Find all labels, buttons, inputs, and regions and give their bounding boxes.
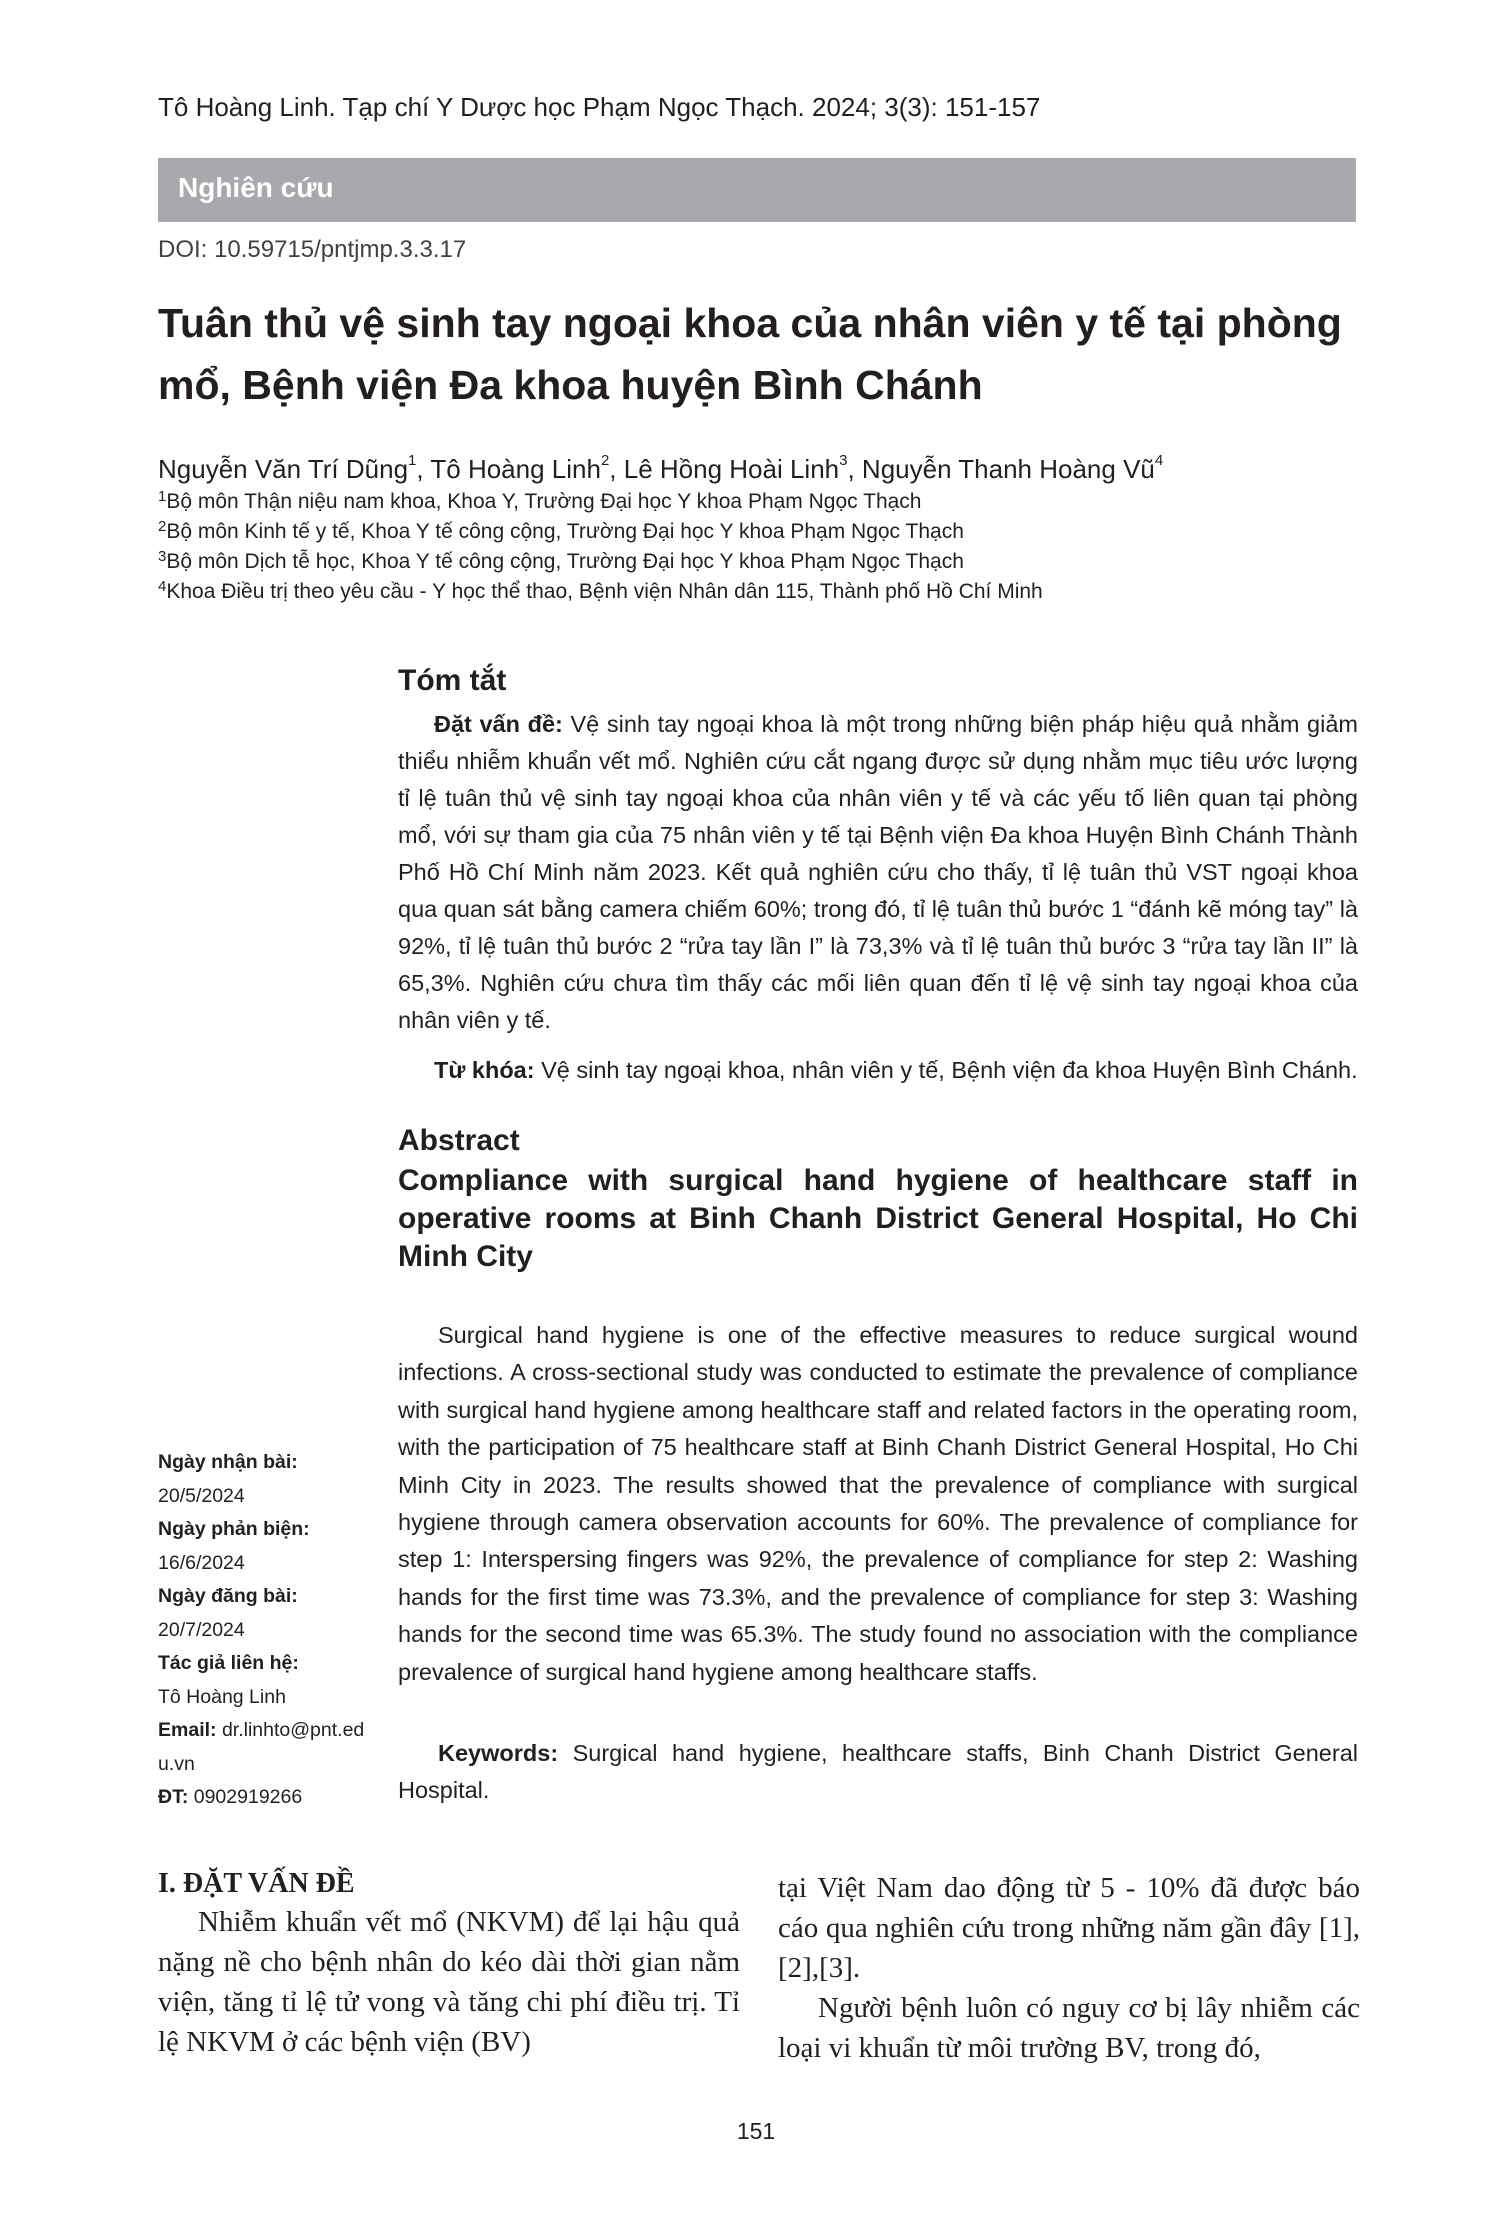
affiliation-text: Bộ môn Kinh tế y tế, Khoa Y tế công cộng, Trường Đại học Y khoa Phạm Ngọc Thạch	[166, 520, 964, 543]
page-number: 151	[736, 2118, 776, 2144]
affiliation-sup: 3	[158, 548, 167, 565]
affiliation-sup: 4	[158, 578, 167, 595]
summary-lead-label: Đặt vấn đề:	[434, 711, 563, 737]
abstract-keywords	[398, 1735, 1358, 1809]
phone-label: ĐT:	[158, 1786, 189, 1808]
affiliation-sup: 2	[158, 518, 167, 535]
author-name: Nguyễn Thanh Hoàng Vũ	[861, 454, 1155, 484]
published-date: 20/7/2024	[158, 1618, 245, 1641]
section-bar	[158, 158, 1356, 222]
author-name: Nguyễn Văn Trí Dũng	[158, 454, 409, 484]
author-sup: 4	[1154, 452, 1164, 469]
affiliation	[158, 520, 964, 544]
affiliation	[158, 580, 1043, 604]
summary-heading: Tóm tắt	[398, 664, 507, 697]
affiliation-text: Bộ môn Thận niệu nam khoa, Khoa Y, Trường Đại học Y khoa Phạm Ngọc Thạch	[166, 490, 922, 513]
abstract-heading: Abstract	[398, 1124, 520, 1157]
affiliation-text: Khoa Điều trị theo yêu cầu - Y học thể thao, Bệnh viện Nhân dân 115, Thành phố Hồ Chí Minh	[166, 580, 1043, 603]
body-paragraph: tại Việt Nam dao động từ 5 - 10% đã được báo cáo qua nghiên cứu trong những năm gần đây [1],[2],[3].	[778, 1872, 1360, 1984]
body-paragraph: Người bệnh luôn có nguy cơ bị lây nhiễm các loại vi khuẩn từ môi trường BV, trong đó,	[778, 1992, 1360, 2064]
abstract-paragraph: Surgical hand hygiene is one of the effective measures to reduce surgical wound infections. A cross-sectional study was conducted to estimate the prevalence of compliance with surgical hand hygiene among healthcare staff and related factors in the operating room, with the participation of 75 healthcare staff at Binh Chanh District General Hospital, Ho Chi Minh City in 2023. The results showed that the prevalence of compliance with surgical hygiene through camera observation accounts for 60%. The prevalence of compliance for step 1: Interspersing fingers was 92%, the prevalence of compliance for step 2: Washing hands for the first time was 73.3%, and the prevalence of compliance for step 3: Washing hands for the second time was 65.3%. The study found no association with the compliance prevalence of surgical hand hygiene among healthcare staffs.	[398, 1322, 1358, 1685]
keywords-text: Vệ sinh tay ngoại khoa, nhân viên y tế, Bệnh viện đa khoa Huyện Bình Chánh.	[534, 1057, 1358, 1083]
article-title: Tuân thủ vệ sinh tay ngoại khoa của nhân viên y tế tại phòng mổ, Bệnh viện Đa khoa huyện Bình Chánh	[158, 300, 1342, 408]
reviewed-label: Ngày phản biện:	[158, 1518, 310, 1540]
affiliation-text: Bộ môn Dịch tễ học, Khoa Y tế công cộng, Trường Đại học Y khoa Phạm Ngọc Thạch	[166, 550, 964, 573]
phone-value: 0902919266	[188, 1786, 303, 1808]
received-date: 20/5/2024	[158, 1484, 245, 1507]
doi: DOI: 10.59715/pntjmp.3.3.17	[158, 236, 467, 263]
article-info	[158, 1446, 378, 1815]
author-list: Nguyễn Văn Trí Dũng$^1$, Tô Hoàng Linh$^2$, Lê Hồng Hoài Linh$^3$, Nguyễn Thanh Hoàng $Vũ^4$	[158, 452, 1164, 484]
keywords-label: Từ khóa:	[434, 1057, 535, 1083]
author-sup: 2	[600, 452, 610, 469]
abstract-title: Compliance with surgical hand hygiene of healthcare staff in operative rooms at Binh Chanh District General Hospital, Ho Chi Minh City	[398, 1164, 1358, 1273]
author-sup: 1	[408, 452, 417, 469]
affiliation-sup: 1	[158, 488, 167, 505]
keywords-label: Keywords:	[438, 1740, 559, 1766]
reviewed-date: 16/6/2024	[158, 1551, 245, 1574]
summary-text: Vệ sinh tay ngoại khoa là một trong những biện pháp hiệu quả nhằm giảm thiểu nhiễm khuẩn vết mổ. Nghiên cứu cắt ngang được sử dụng nhằm mục tiêu ước lượng tỉ lệ tuân thủ vệ sinh tay ngoại khoa của nhân viên y tế và các yếu tố liên quan tại phòng mổ, với sự tham gia của 75 nhân viên y tế tại Bệnh viện Đa khoa Huyện Bình Chánh Thành Phố Hồ Chí Minh năm 2023. Kết quả nghiên cứu cho thấy, tỉ lệ tuân thủ VST ngoại khoa qua quan sát bằng camera chiếm 60%; trong đó, tỉ lệ tuân thủ bước 1 “đánh kẽ móng tay” là 92%, tỉ lệ tuân thủ bước 2 “rửa tay lần I” là 73,3% và tỉ lệ tuân thủ bước 3 “rửa tay lần II” là 65,3%. Nghiên cứu chưa tìm thấy các mối liên quan đến tỉ lệ vệ sinh tay ngoại khoa của nhân viên y tế.	[398, 711, 1358, 1033]
summary-paragraph	[398, 706, 1358, 1039]
keywords-text: Surgical hand hygiene, healthcare staffs, Binh Chanh District General Hospital.	[398, 1740, 1358, 1803]
affiliation	[158, 550, 964, 574]
author-name: Tô Hoàng Linh	[430, 454, 601, 484]
author-name: Lê Hồng Hoài Linh	[623, 454, 840, 484]
received-label: Ngày nhận bài:	[158, 1451, 298, 1473]
email-value: dr.linhto@pnt.edu.vn	[158, 1719, 365, 1775]
body-right-column	[778, 1868, 1360, 2068]
affiliation	[158, 490, 921, 514]
section-heading: I. ĐẶT VẤN ĐỀ	[158, 1868, 355, 1899]
contact-label: Tác giả liên hệ:	[158, 1652, 299, 1674]
contact-name: Tô Hoàng Linh	[158, 1685, 286, 1708]
journal-citation: Tô Hoàng Linh. Tạp chí Y Dược học Phạm Ngọc Thạch. 2024; 3(3): 151-157	[158, 92, 1041, 122]
section-label: Nghiên cứu	[178, 172, 334, 203]
body-left-column: Nhiễm khuẩn vết mổ (NKVM) để lại hậu quả nặng nề cho bệnh nhân do kéo dài thời gian nằm viện, tăng tỉ lệ tử vong và tăng chi phí điều trị. Tỉ lệ NKVM ở các bệnh viện (BV)	[158, 1906, 740, 2058]
email-label: Email:	[158, 1719, 217, 1741]
summary-keywords	[434, 1052, 1374, 1089]
author-sup: 3	[839, 452, 848, 469]
published-label: Ngày đăng bài:	[158, 1585, 298, 1607]
